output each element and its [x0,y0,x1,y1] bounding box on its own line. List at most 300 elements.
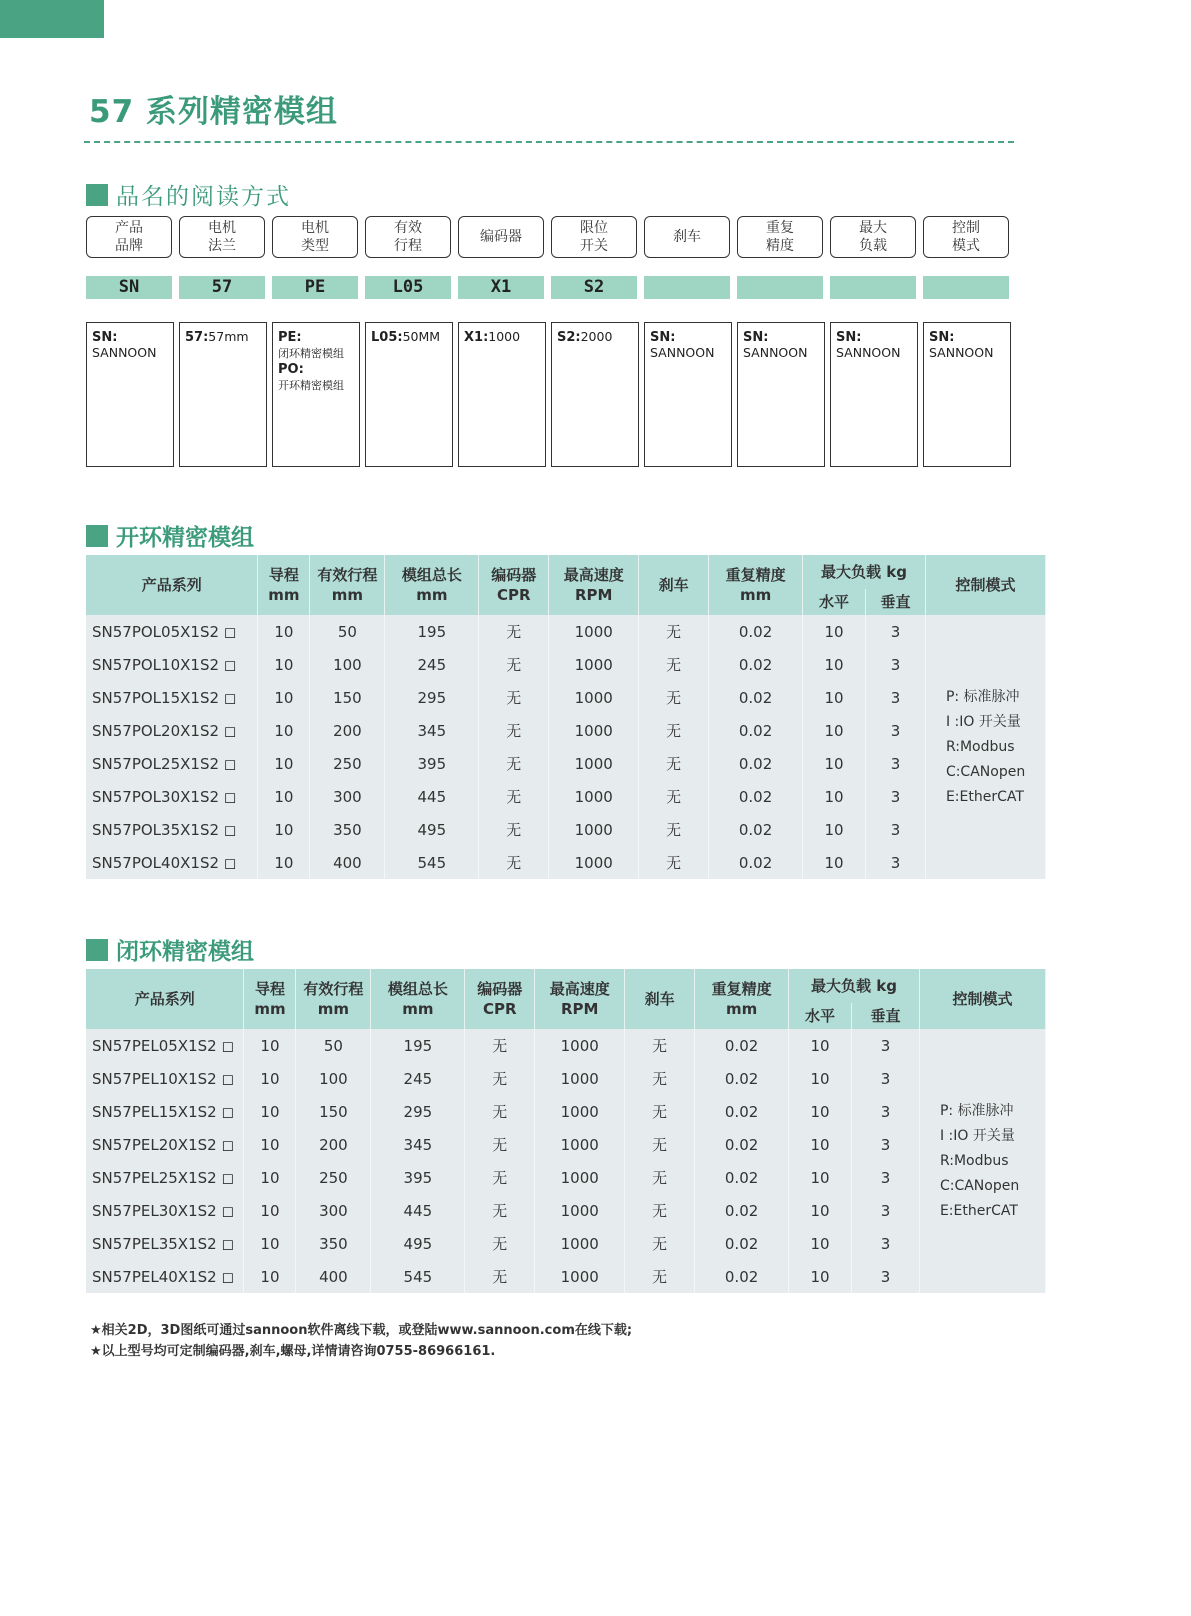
table-cell: 3 [852,1260,920,1293]
control-mode-cell [925,615,1045,879]
table-cell: 10 [258,780,310,813]
desc-value: SANNOON [92,345,157,360]
header-label: 有效行程 [303,980,364,998]
table-cell: 无 [479,846,549,879]
table-cell: 10 [803,846,866,879]
header-unit: mm [402,1000,434,1018]
table-cell: 150 [310,681,385,714]
col-header-length [385,555,479,615]
table-cell: 1000 [535,1062,625,1095]
header-unit: mm [254,1000,286,1018]
field-box: 产品 品牌 [86,216,172,258]
desc-value: SANNOON [650,345,715,360]
table-cell: 1000 [549,780,639,813]
table-cell: 无 [639,648,709,681]
col-header-load-horizontal: 水平 [803,589,866,615]
table-cell: 3 [866,813,926,846]
open-loop-table [86,555,1046,879]
table-cell: 无 [465,1194,535,1227]
table-cell: 10 [803,681,866,714]
table-cell: 1000 [535,1194,625,1227]
table-cell: 无 [625,1194,695,1227]
table-cell: 3 [866,681,926,714]
section-reading [86,178,291,211]
desc-value: 闭环精密模组 [278,347,344,360]
table-cell: 295 [385,681,479,714]
header-label: 重复精度 [725,566,786,584]
cell-series: SN57PEL35X1S2 ◻ [86,1227,244,1260]
control-mode-item: E:EtherCAT [945,788,1024,805]
field-box: 刹车 [644,216,730,258]
table-cell: 无 [625,1227,695,1260]
table-row [86,1161,1046,1194]
cell-series: SN57PEL25X1S2 ◻ [86,1161,244,1194]
control-mode-item: R:Modbus [945,738,1015,755]
table-cell: 10 [258,747,310,780]
col-header-control: 控制模式 [925,555,1045,615]
desc-box [551,322,639,467]
code-cell [737,276,823,299]
desc-value: SANNOON [836,345,901,360]
control-mode-item: I :IO 开关量 [939,1127,1015,1144]
table-cell: 350 [310,813,385,846]
table-cell: 395 [371,1161,465,1194]
table-row [86,714,1046,747]
table-cell: 0.02 [695,1161,789,1194]
desc-box [365,322,453,467]
header-label: 最高速度 [563,566,624,584]
field-name-row [86,216,1016,258]
code-cell [830,276,916,299]
table-cell: 200 [296,1128,371,1161]
col-header-load-horizontal: 水平 [789,1003,852,1029]
table-row [86,1128,1046,1161]
table-cell: 10 [789,1062,852,1095]
table-cell: 100 [310,648,385,681]
table-cell: 无 [479,681,549,714]
table-cell: 1000 [549,681,639,714]
desc-key: PO: [278,362,304,377]
table-cell: 无 [465,1128,535,1161]
table-cell: 1000 [535,1227,625,1260]
table-cell: 1000 [535,1095,625,1128]
desc-box [923,322,1011,467]
table-cell: 10 [789,1029,852,1062]
table-cell: 250 [296,1161,371,1194]
header-label: 导程 [254,980,285,998]
table-cell: 3 [852,1161,920,1194]
desc-value: 2000 [580,329,613,344]
table-cell: 0.02 [695,1260,789,1293]
table-cell: 3 [866,780,926,813]
field-box: 电机 法兰 [179,216,265,258]
field-box: 限位 开关 [551,216,637,258]
table-cell: 3 [852,1227,920,1260]
desc-key: 57: [185,330,209,345]
desc-value: 开环精密模组 [278,379,344,392]
table-cell: 0.02 [709,747,803,780]
table-cell: 1000 [535,1128,625,1161]
col-header-brake: 刹车 [625,969,695,1029]
table-cell: 0.02 [695,1029,789,1062]
desc-key: SN: [743,330,769,345]
table-cell: 300 [296,1194,371,1227]
table-cell: 3 [852,1194,920,1227]
header-unit: RPM [560,1000,599,1018]
table-cell: 无 [639,615,709,648]
table-row [86,846,1046,879]
table-cell: 无 [465,1260,535,1293]
table-cell: 无 [465,1062,535,1095]
code-cell: 57 [179,276,265,299]
cell-series: SN57PEL10X1S2 ◻ [86,1062,244,1095]
table-cell: 250 [310,747,385,780]
table-cell: 3 [866,615,926,648]
table-cell: 0.02 [709,615,803,648]
col-header-control: 控制模式 [919,969,1045,1029]
desc-key: X1: [464,330,489,345]
table-row [86,681,1046,714]
table-cell: 195 [385,615,479,648]
table-cell: 400 [296,1260,371,1293]
table-cell: 100 [296,1062,371,1095]
field-box: 最大 负载 [830,216,916,258]
control-mode-item: I :IO 开关量 [945,713,1021,730]
table-cell: 300 [310,780,385,813]
cell-series: SN57PEL15X1S2 ◻ [86,1095,244,1128]
table-cell: 无 [625,1128,695,1161]
table-cell: 50 [310,615,385,648]
cell-series: SN57POL15X1S2 ◻ [86,681,258,714]
table-cell: 445 [371,1194,465,1227]
desc-key: SN: [929,330,955,345]
table-row [86,1095,1046,1128]
table-row [86,1194,1046,1227]
table-cell: 395 [385,747,479,780]
table-cell: 10 [244,1194,296,1227]
table-cell: 0.02 [709,846,803,879]
table-row [86,648,1046,681]
table-cell: 1000 [549,648,639,681]
section-heading: 开环精密模组 [116,525,254,551]
header-unit: mm [725,1000,758,1018]
code-cell: S2 [551,276,637,299]
header-unit: mm [739,586,772,604]
table-cell: 1000 [549,615,639,648]
table-cell: 0.02 [695,1194,789,1227]
table-cell: 445 [385,780,479,813]
code-cell: L05 [365,276,451,299]
col-header-load-vertical: 垂直 [852,1003,920,1029]
desc-value: 50MM [402,329,441,344]
table-cell: 1000 [535,1161,625,1194]
table-cell: 1000 [549,846,639,879]
col-header-load: 最大负载 kg [803,555,926,589]
desc-value: 57mm [208,329,249,344]
table-cell: 10 [258,846,310,879]
table-cell: 无 [625,1161,695,1194]
section-heading: 品名的阅读方式 [116,184,291,210]
footnote-download: ★相关2D，3D图纸可通过sannoon软件离线下载，或登陆www.sannoon.com在线下载; [90,1323,633,1338]
desc-key: SN: [650,330,676,345]
cell-series: SN57POL20X1S2 ◻ [86,714,258,747]
table-cell: 10 [258,648,310,681]
header-label: 编码器 [477,980,523,998]
code-cell: SN [86,276,172,299]
desc-box [86,322,174,467]
desc-value: 1000 [488,329,521,344]
header-unit: mm [317,1000,350,1018]
table-cell: 10 [258,813,310,846]
code-cell [644,276,730,299]
table-cell: 10 [789,1260,852,1293]
header-unit: CPR [483,1000,517,1018]
col-header-series: 产品系列 [86,969,244,1029]
control-mode-item: C:CANopen [939,1177,1020,1194]
table-cell: 3 [852,1095,920,1128]
desc-key: S2: [557,330,581,345]
table-cell: 10 [789,1161,852,1194]
table-cell: 无 [465,1227,535,1260]
header-label: 重复精度 [711,980,772,998]
table-cell: 495 [385,813,479,846]
table-cell: 无 [625,1095,695,1128]
table-cell: 0.02 [695,1062,789,1095]
header-unit: mm [416,586,448,604]
table-cell: 无 [465,1029,535,1062]
cell-series: SN57POL05X1S2 ◻ [86,615,258,648]
header-label: 有效行程 [317,566,378,584]
control-mode-item: C:CANopen [945,763,1026,780]
table-cell: 3 [852,1062,920,1095]
col-header-speed [535,969,625,1029]
table-cell: 195 [371,1029,465,1062]
table-cell: 10 [244,1062,296,1095]
table-cell: 1000 [549,813,639,846]
desc-box [830,322,918,467]
header-unit: RPM [574,586,613,604]
desc-box [179,322,267,467]
header-label: 模组总长 [401,566,462,584]
page-title: 57 系列精密模组 [89,94,338,130]
table-cell: 无 [639,846,709,879]
table-cell: 10 [244,1161,296,1194]
col-header-speed [549,555,639,615]
field-box: 有效 行程 [365,216,451,258]
table-cell: 无 [639,780,709,813]
table-cell: 1000 [535,1029,625,1062]
table-cell: 无 [625,1062,695,1095]
table-cell: 无 [639,681,709,714]
desc-box [737,322,825,467]
table-cell: 245 [385,648,479,681]
field-box: 重复 精度 [737,216,823,258]
desc-key: L05: [371,330,403,345]
table-cell: 295 [371,1095,465,1128]
header-unit: mm [331,586,364,604]
header-unit: mm [268,586,300,604]
table-cell: 无 [465,1161,535,1194]
table-cell: 0.02 [709,813,803,846]
control-mode-item: E:EtherCAT [939,1202,1018,1219]
table-cell: 0.02 [695,1128,789,1161]
code-cell: PE [272,276,358,299]
table-cell: 10 [244,1095,296,1128]
corner-accent-block [0,0,104,38]
cell-series: SN57PEL40X1S2 ◻ [86,1260,244,1293]
table-cell: 0.02 [709,780,803,813]
table-cell: 0.02 [709,648,803,681]
table-cell: 无 [479,813,549,846]
table-cell: 0.02 [709,714,803,747]
cell-series: SN57PEL20X1S2 ◻ [86,1128,244,1161]
field-box: 控制 模式 [923,216,1009,258]
desc-box [272,322,360,467]
control-mode-cell [919,1029,1045,1293]
table-cell: 245 [371,1062,465,1095]
col-header-repeat [695,969,789,1029]
table-cell: 3 [866,747,926,780]
col-header-load: 最大负载 kg [789,969,920,1003]
col-header-encoder [479,555,549,615]
table-cell: 10 [789,1227,852,1260]
cell-series: SN57POL25X1S2 ◻ [86,747,258,780]
table-row [86,1062,1046,1095]
table-cell: 10 [803,615,866,648]
table-cell: 3 [852,1029,920,1062]
code-cell: X1 [458,276,544,299]
description-row [86,322,1016,467]
cell-series: SN57PEL30X1S2 ◻ [86,1194,244,1227]
title-divider [84,141,1014,143]
table-cell: 10 [789,1095,852,1128]
table-cell: 150 [296,1095,371,1128]
field-box: 电机 类型 [272,216,358,258]
table-cell: 10 [803,813,866,846]
header-label: 编码器 [491,566,537,584]
header-label: 最高速度 [549,980,610,998]
table-cell: 345 [385,714,479,747]
desc-value: SANNOON [743,345,808,360]
footnote-custom: ★以上型号均可定制编码器,刹车,螺母,详情请咨询0755-86966161. [90,1344,496,1359]
control-mode-item: R:Modbus [939,1152,1009,1169]
table-cell: 0.02 [709,681,803,714]
table-cell: 无 [625,1260,695,1293]
code-cell [923,276,1009,299]
table-cell: 无 [479,747,549,780]
table-cell: 0.02 [695,1095,789,1128]
table-cell: 无 [479,780,549,813]
cell-series: SN57PEL05X1S2 ◻ [86,1029,244,1062]
table-cell: 无 [625,1029,695,1062]
table-cell: 3 [866,846,926,879]
table-cell: 10 [244,1260,296,1293]
col-header-repeat [709,555,803,615]
table-cell: 3 [866,714,926,747]
table-cell: 10 [258,714,310,747]
table-cell: 10 [258,681,310,714]
table-cell: 400 [310,846,385,879]
col-header-encoder [465,969,535,1029]
table-cell: 10 [803,714,866,747]
col-header-series: 产品系列 [86,555,258,615]
table-row [86,1029,1046,1062]
table-cell: 无 [639,747,709,780]
desc-box [644,322,732,467]
table-cell: 200 [310,714,385,747]
closed-loop-table [86,969,1046,1293]
table-row [86,1260,1046,1293]
table-cell: 350 [296,1227,371,1260]
table-cell: 无 [479,648,549,681]
square-bullet-icon [86,184,108,206]
table-cell: 3 [866,648,926,681]
square-bullet-icon [86,939,108,961]
desc-key: SN: [836,330,862,345]
header-label: 模组总长 [387,980,448,998]
table-cell: 10 [244,1128,296,1161]
col-header-lead [258,555,310,615]
desc-value: SANNOON [929,345,994,360]
table-cell: 3 [852,1128,920,1161]
table-cell: 345 [371,1128,465,1161]
table-cell: 0.02 [695,1227,789,1260]
table-cell: 495 [371,1227,465,1260]
col-header-stroke [310,555,385,615]
control-mode-item: P: 标准脉冲 [939,1102,1014,1119]
col-header-stroke [296,969,371,1029]
table-cell: 545 [385,846,479,879]
square-bullet-icon [86,525,108,547]
table-cell: 545 [371,1260,465,1293]
table-cell: 10 [803,648,866,681]
section-open-loop [86,519,254,552]
section-heading: 闭环精密模组 [116,939,254,965]
table-cell: 1000 [535,1260,625,1293]
table-cell: 无 [479,615,549,648]
table-row [86,747,1046,780]
table-cell: 10 [244,1227,296,1260]
col-header-length [371,969,465,1029]
table-cell: 无 [639,714,709,747]
desc-key: PE: [278,330,302,345]
table-cell: 10 [244,1029,296,1062]
cell-series: SN57POL35X1S2 ◻ [86,813,258,846]
table-cell: 10 [803,780,866,813]
table-cell: 10 [258,615,310,648]
table-cell: 50 [296,1029,371,1062]
table-row [86,813,1046,846]
table-cell: 10 [789,1194,852,1227]
table-cell: 1000 [549,747,639,780]
control-mode-item: P: 标准脉冲 [945,688,1020,705]
col-header-lead [244,969,296,1029]
desc-box [458,322,546,467]
col-header-brake: 刹车 [639,555,709,615]
table-cell: 无 [639,813,709,846]
cell-series: SN57POL30X1S2 ◻ [86,780,258,813]
cell-series: SN57POL40X1S2 ◻ [86,846,258,879]
table-cell: 无 [479,714,549,747]
section-closed-loop [86,933,254,966]
col-header-load-vertical: 垂直 [866,589,926,615]
header-unit: CPR [496,586,531,604]
table-cell: 10 [803,747,866,780]
field-box: 编码器 [458,216,544,258]
cell-series: SN57POL10X1S2 ◻ [86,648,258,681]
table-row [86,615,1046,648]
table-cell: 无 [465,1095,535,1128]
